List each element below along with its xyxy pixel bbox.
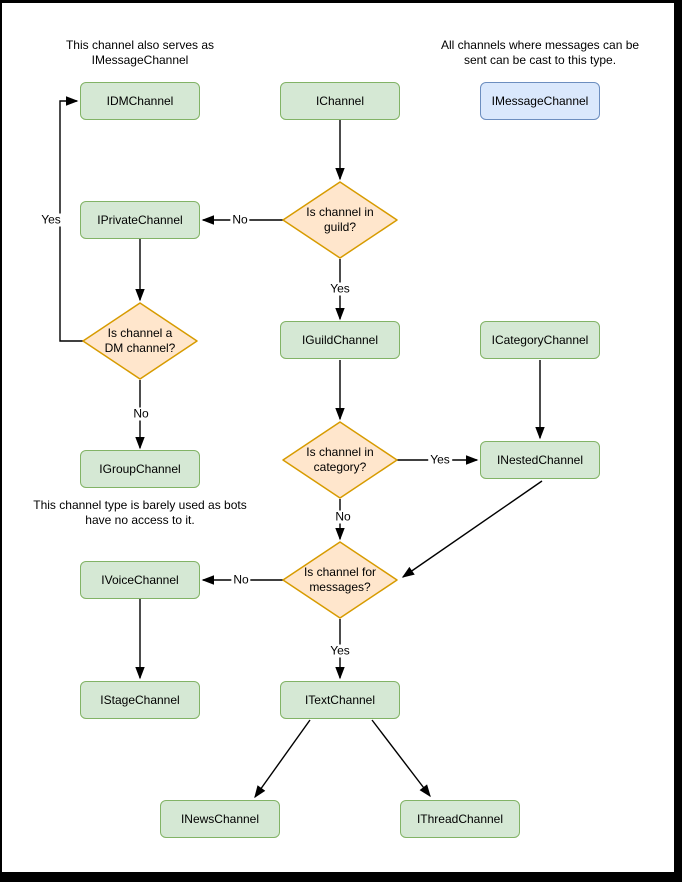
edge-label-guild-yes: Yes — [330, 281, 350, 296]
edge-label-category-no: No — [335, 509, 351, 524]
node-itextchannel: ITextChannel — [280, 681, 400, 719]
note-imessage-channel: All channels where messages can be sent can be cast to this type. — [440, 38, 640, 67]
edge-label-messages-no: No — [233, 572, 249, 587]
decision-is-channel-in-guild — [282, 181, 398, 259]
edge-itext-to-ithread — [372, 720, 430, 796]
decision-label: Is channel a DM channel? — [104, 326, 176, 355]
frame-border-right — [674, 0, 682, 882]
frame-border-left — [0, 0, 2, 882]
decision-label: Is channel in guild? — [306, 205, 374, 234]
node-istagechannel: IStageChannel — [80, 681, 200, 719]
decision-is-channel-for-messages — [282, 541, 398, 619]
decision-is-channel-a-dm — [82, 302, 198, 380]
node-igroupchannel: IGroupChannel — [80, 450, 200, 488]
node-ivoicechannel: IVoiceChannel — [80, 561, 200, 599]
edge-label-guild-no: No — [232, 212, 248, 227]
edge-itext-to-inews — [255, 720, 310, 797]
node-idmchannel: IDMChannel — [80, 82, 200, 120]
node-iguildchannel: IGuildChannel — [280, 321, 400, 359]
edge-inested-to-messages-decision — [403, 481, 542, 577]
node-iprivatechannel: IPrivateChannel — [80, 201, 200, 239]
node-ichannel: IChannel — [280, 82, 400, 120]
note-idm-channel: This channel also serves as IMessageChannel — [65, 38, 215, 67]
decision-label: Is channel in category? — [306, 445, 374, 474]
node-icategorychannel: ICategoryChannel — [480, 321, 600, 359]
edge-label-messages-yes: Yes — [330, 643, 350, 658]
node-imessagechannel: IMessageChannel — [480, 82, 600, 120]
node-inewschannel: INewsChannel — [160, 800, 280, 838]
decision-label: Is channel for messages? — [303, 565, 377, 594]
edge-label-category-yes: Yes — [430, 452, 450, 467]
note-igroup-channel: This channel type is barely used as bots have no access to it. — [33, 498, 247, 527]
edge-label-dm-no: No — [133, 406, 149, 421]
frame-border-bottom — [0, 872, 682, 882]
node-ithreadchannel: IThreadChannel — [400, 800, 520, 838]
edge-label-dm-yes: Yes — [41, 212, 61, 227]
decision-is-channel-in-category — [282, 421, 398, 499]
node-inestedchannel: INestedChannel — [480, 441, 600, 479]
frame-border-top — [0, 0, 682, 3]
